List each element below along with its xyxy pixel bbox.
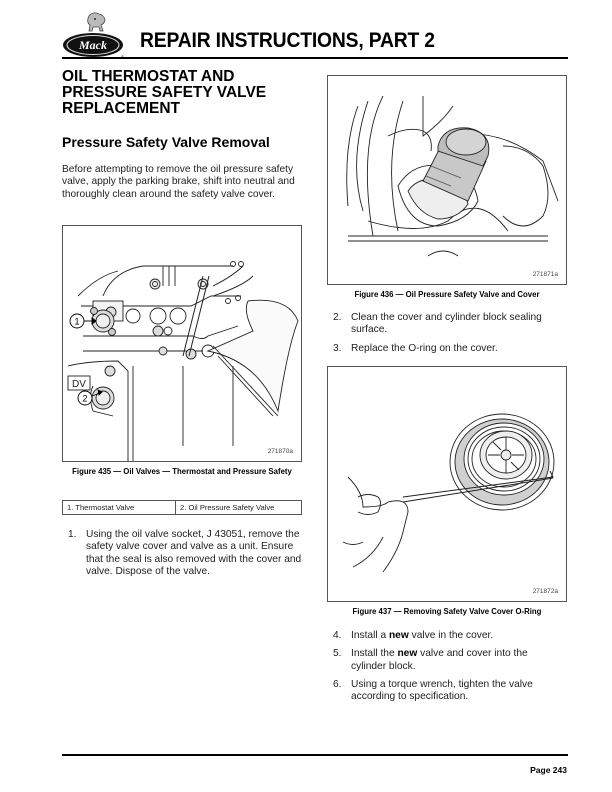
step-5: 5. Install the new valve and cover into the cylinder block. <box>333 648 528 672</box>
page-header-title: REPAIR INSTRUCTIONS, PART 2 <box>140 29 435 52</box>
step-1: 1. Using the oil valve socket, J 43051, remove the safety valve cover and valve as a unit. Ensure that the seal is also removed with the cover and valve. Dispose of the valve. <box>68 529 302 577</box>
steps-list-removal <box>68 529 304 584</box>
header-divider <box>62 57 568 59</box>
figure-436-safety-valve-and-cover <box>327 75 567 285</box>
bulldog-icon <box>88 13 105 31</box>
figure-435-legend <box>62 500 302 515</box>
figure-437-caption: Figure 437 — Removing Safety Valve Cover O-Ring <box>352 607 542 616</box>
step-2: 2. Clean the cover and cylinder block sealing surface. <box>333 312 542 336</box>
figure-id: 271870a <box>267 448 293 455</box>
section-title: OIL THERMOSTAT AND PRESSURE SAFETY VALVE REPLACEMENT <box>62 68 267 117</box>
svg-text:2: 2 <box>82 393 88 404</box>
steps-list-cleaning <box>333 312 563 361</box>
intro-paragraph: Before attempting to remove the oil pressure safety valve, apply the parking brake, shift into neutral and thoroughly clean around the safety valve cover. <box>62 164 295 200</box>
footer-divider <box>62 754 568 756</box>
figure-435-caption: Figure 435 — Oil Valves — Thermostat and Pressure Safety <box>72 467 292 476</box>
figure-436-caption: Figure 436 — Oil Pressure Safety Valve and Cover <box>354 290 540 299</box>
legend-item-thermostat-valve: 1. Thermostat Valve <box>63 501 176 515</box>
figure-id: 271871a <box>532 271 558 278</box>
svg-text:1: 1 <box>74 316 80 327</box>
legend-item-oil-pressure-safety-valve: 2. Oil Pressure Safety Valve <box>176 501 302 515</box>
figure-437-removing-o-ring <box>327 366 567 602</box>
page-number: Page 243 <box>530 765 567 775</box>
subsection-title: Pressure Safety Valve Removal <box>62 134 270 150</box>
mack-logo <box>61 10 131 60</box>
steps-list-installation <box>333 630 563 709</box>
svg-text:DV: DV <box>72 379 86 390</box>
step-4: 4. Install a new valve in the cover. <box>333 630 494 641</box>
step-6: 6. Using a torque wrench, tighten the valve according to specification. <box>333 678 533 703</box>
svg-text:Mack: Mack <box>79 38 107 52</box>
figure-435-oil-valves <box>62 225 302 462</box>
step-3: 3. Replace the O-ring on the cover. <box>333 342 498 354</box>
figure-id: 271872a <box>532 588 558 595</box>
